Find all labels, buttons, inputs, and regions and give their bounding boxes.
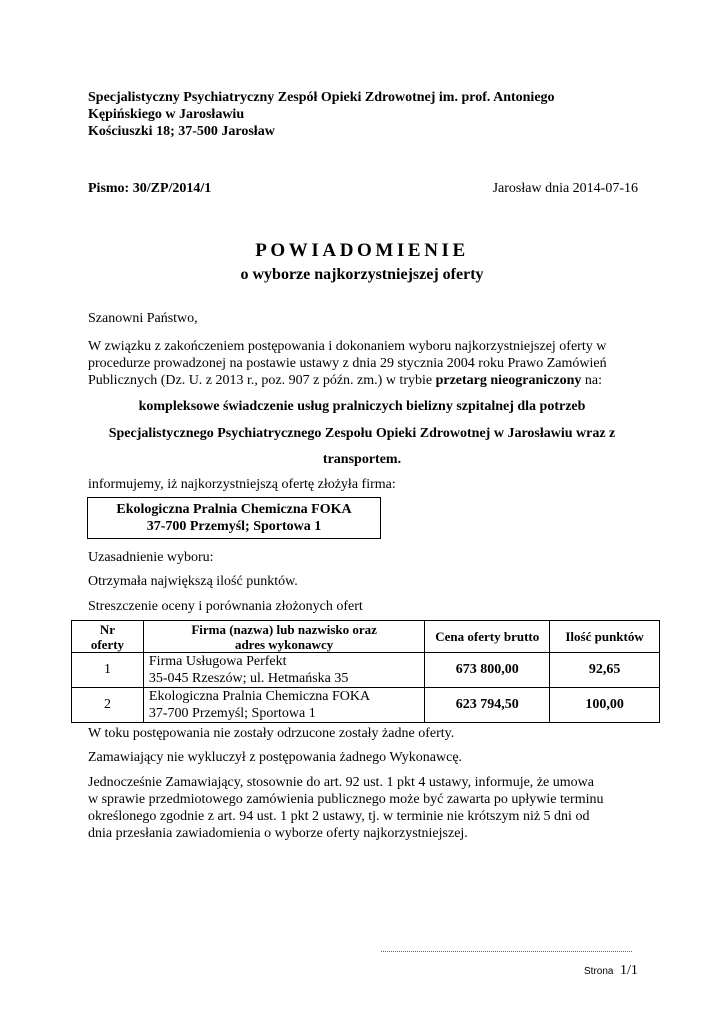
reference-number: Pismo: 30/ZP/2014/1 (88, 181, 212, 196)
winner-address: 37-700 Przemyśl; Sportowa 1 (146, 519, 322, 534)
row-firm (143, 653, 424, 688)
contract-line: Jednocześnie Zamawiający, stosownie do art. 92 ust. 1 pkt 4 ustawy, informuje, że umowa (88, 775, 594, 790)
table-row (72, 688, 660, 723)
row-price: 623 794,50 (425, 688, 550, 723)
header-firm-line: adres wykonawcy (234, 636, 334, 652)
sender-name-line2: Kępińskiego w Jarosławiu (88, 107, 245, 122)
row-points: 92,65 (550, 653, 660, 688)
greeting: Szanowni Państwo, (88, 311, 198, 326)
header-firm (143, 621, 424, 653)
reason-label: Uzasadnienie wyboru: (88, 550, 214, 565)
firm-name: Ekologiczna Pralnia Chemiczna FOKA (148, 689, 371, 704)
intro-paragraph (88, 338, 648, 389)
sender-name-line1: Specjalistyczny Psychiatryczny Zespół Opieki Zdrowotnej im. prof. Antoniego (88, 90, 555, 105)
exclusions-note: Zamawiający nie wykluczył z postępowania żadnego Wykonawcę. (88, 750, 463, 765)
inform-line: informujemy, iż najkorzystniejszą ofertę złożyła firma: (88, 477, 396, 492)
firm-address: 35-045 Rzeszów; ul. Hetmańska 35 (148, 671, 349, 686)
intro-text: Publicznych (Dz. U. z 2013 r., poz. 907 z późn. zm.) w trybie (88, 373, 436, 388)
contract-line: dnia przesłania zawiadomienia o wyborze oferty najkorzystniejszej. (88, 826, 468, 841)
table-row (72, 653, 660, 688)
table-header-row (72, 621, 660, 653)
intro-line: W związku z zakończeniem postępowania i dokonaniem wyboru najkorzystniejszej oferty w (88, 339, 607, 354)
intro-text: na: (581, 373, 602, 388)
row-points: 100,00 (550, 688, 660, 723)
header-nr-line: Nr (99, 621, 116, 637)
subject-line: kompleksowe świadczenie usług pralniczych bielizny szpitalnej dla potrzeb (138, 399, 586, 414)
intro-line (88, 372, 648, 389)
firm-address: 37-700 Przemyśl; Sportowa 1 (148, 706, 316, 721)
intro-line: procedurze prowadzonej na postawie ustawy z dnia 29 stycznia 2004 roku Prawo Zamówień (88, 356, 607, 371)
winner-name: Ekologiczna Pralnia Chemiczna FOKA (116, 502, 352, 517)
signature-line (381, 951, 632, 952)
header-nr-line: oferty (90, 636, 125, 652)
subject-line: Specjalistycznego Psychiatrycznego Zespołu Opieki Zdrowotnej w Jarosławiu wraz z (108, 426, 616, 441)
subject-line: transportem. (322, 452, 402, 467)
summary-label: Streszczenie oceny i porównania złożonych ofert (88, 599, 363, 614)
place-date: Jarosław dnia 2014-07-16 (492, 181, 638, 196)
sender-header (88, 89, 648, 140)
header-points: Ilość punktów (550, 621, 660, 653)
header-firm-line: Firma (nazwa) lub nazwisko oraz (191, 621, 377, 637)
header-price: Cena oferty brutto (425, 621, 550, 653)
row-price: 673 800,00 (425, 653, 550, 688)
contract-paragraph (88, 774, 648, 842)
row-nr: 2 (72, 688, 144, 723)
firm-name: Firma Usługowa Perfekt (148, 654, 287, 669)
row-firm (143, 688, 424, 723)
reason-text: Otrzymała największą ilość punktów. (88, 574, 298, 589)
document-title: POWIADOMIENIE (255, 240, 469, 261)
procedure-mode: przetarg nieograniczony (435, 373, 582, 388)
contract-line: w sprawie przedmiotowego zamówienia publicznego może być zawarta po upływie terminu (88, 792, 604, 807)
header-nr (72, 621, 144, 653)
sender-address: Kościuszki 18; 37-500 Jarosław (88, 124, 275, 139)
winner-box (87, 497, 381, 539)
rejections-note: W toku postępowania nie zostały odrzucone zostały żadne oferty. (88, 726, 455, 741)
page-number: 1/1 (620, 963, 638, 978)
document-subtitle: o wyborze najkorzystniejszej oferty (240, 266, 484, 283)
contract-line: określonego zgodnie z art. 94 ust. 1 pkt 2 ustawy, tj. w terminie nie krótszym niż 5 dni od (88, 809, 590, 824)
page-label: Strona (584, 966, 614, 977)
offers-table (71, 620, 660, 723)
row-nr: 1 (72, 653, 144, 688)
